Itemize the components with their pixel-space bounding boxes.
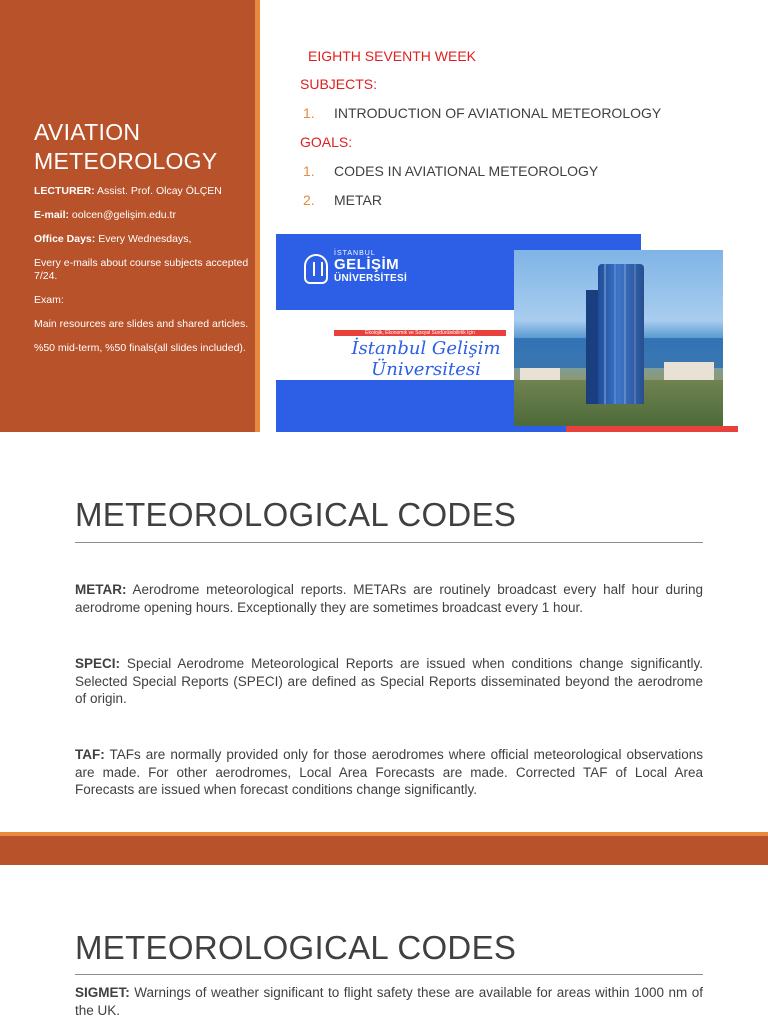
title-panel <box>0 0 255 432</box>
goal-text: METAR <box>334 192 382 208</box>
lecturer-label: LECTURER: <box>34 185 95 197</box>
title-rule <box>75 542 703 543</box>
university-logo-icon <box>304 254 328 284</box>
resources-note: Main resources are slides and shared articles. <box>34 318 249 330</box>
subject-item <box>300 102 750 131</box>
logo-subtitle: ÜNİVERSİTESİ <box>334 273 408 284</box>
office-line <box>34 233 249 246</box>
lecturer-line <box>34 185 249 198</box>
banner-tagline: Ekolojik, Ekonomik ve Sosyal Sürdürülebilirlik İçin <box>365 330 475 336</box>
university-banner <box>276 234 738 432</box>
email-line <box>34 209 249 222</box>
goal-item <box>300 160 750 189</box>
office-label: Office Days: <box>34 233 96 245</box>
exam-note: Exam: <box>34 294 64 306</box>
subjects-heading: SUBJECTS: <box>300 76 378 92</box>
banner-script-name: İstanbul Gelişim Üniversitesi <box>351 338 501 380</box>
lecturer-value: Assist. Prof. Olcay ÖLÇEN <box>94 185 222 197</box>
course-title: AVIATION METEOROLOGY <box>34 119 218 174</box>
subject-text: INTRODUCTION OF AVIATIONAL METEOROLOGY <box>334 105 662 121</box>
grading-note: %50 mid-term, %50 finals(all slides included). <box>34 342 246 354</box>
slide-2 <box>0 432 768 832</box>
email-note: Every e-mails about course subjects accepted 7/24. <box>34 257 249 282</box>
metar-label: METAR: <box>75 582 127 597</box>
speci-text: Special Aerodrome Meteorological Reports are issued when conditions change significantly. Selected Special Reports (SPECI) are defined as Special Reports disseminated beyond the aerodrome of origin. <box>75 656 703 706</box>
sigmet-paragraph <box>75 984 703 1019</box>
office-value: Every Wednesdays, <box>95 233 192 245</box>
speci-paragraph <box>75 655 703 708</box>
metar-paragraph <box>75 581 703 616</box>
logo-name: GELİŞİM <box>334 256 400 273</box>
metar-text: Aerodrome meteorological reports. METARs are routinely broadcast every half hour during aerodrome opening hours. Exceptionally they are sometimes broadcast every 1 hour. <box>75 582 703 615</box>
taf-paragraph <box>75 746 703 799</box>
course-info <box>34 185 249 366</box>
goal-number: 1. <box>303 163 315 179</box>
sigmet-text: Warnings of weather significant to flight safety these are available for areas within 1000 nm of the UK. <box>75 985 703 1018</box>
speci-label: SPECI: <box>75 656 121 671</box>
slide-3 <box>0 865 768 1024</box>
slide-divider <box>0 832 768 865</box>
email-label: E-mail: <box>34 209 70 221</box>
goal-text: CODES IN AVIATIONAL METEOROLOGY <box>334 163 599 179</box>
goals-heading: GOALS: <box>300 134 353 150</box>
campus-photo <box>514 250 723 426</box>
week-heading: EIGHTH SEVENTH WEEK <box>308 48 477 64</box>
subject-number: 1. <box>303 105 315 121</box>
goal-item <box>300 189 750 218</box>
logo-city: İSTANBUL <box>334 250 376 257</box>
title-rule <box>75 974 703 975</box>
taf-text: TAFs are normally provided only for those aerodromes where official meteorological observations are made. For other aerodromes, Local Area Forecasts are made. Corrected TAF of Local Area Forecasts are issued when forecast conditions change significantly. <box>75 747 703 797</box>
slide-title: METEOROLOGICAL CODES <box>75 929 517 966</box>
week-outline <box>300 45 750 218</box>
accent-stripe <box>255 0 260 432</box>
slide-title: METEOROLOGICAL CODES <box>75 496 517 533</box>
email-value: oolcen@gelişim.edu.tr <box>69 209 176 221</box>
slide-1 <box>0 0 768 432</box>
photo-tower <box>598 264 644 404</box>
taf-label: TAF: <box>75 747 105 762</box>
sigmet-label: SIGMET: <box>75 985 130 1000</box>
goal-number: 2. <box>303 192 315 208</box>
